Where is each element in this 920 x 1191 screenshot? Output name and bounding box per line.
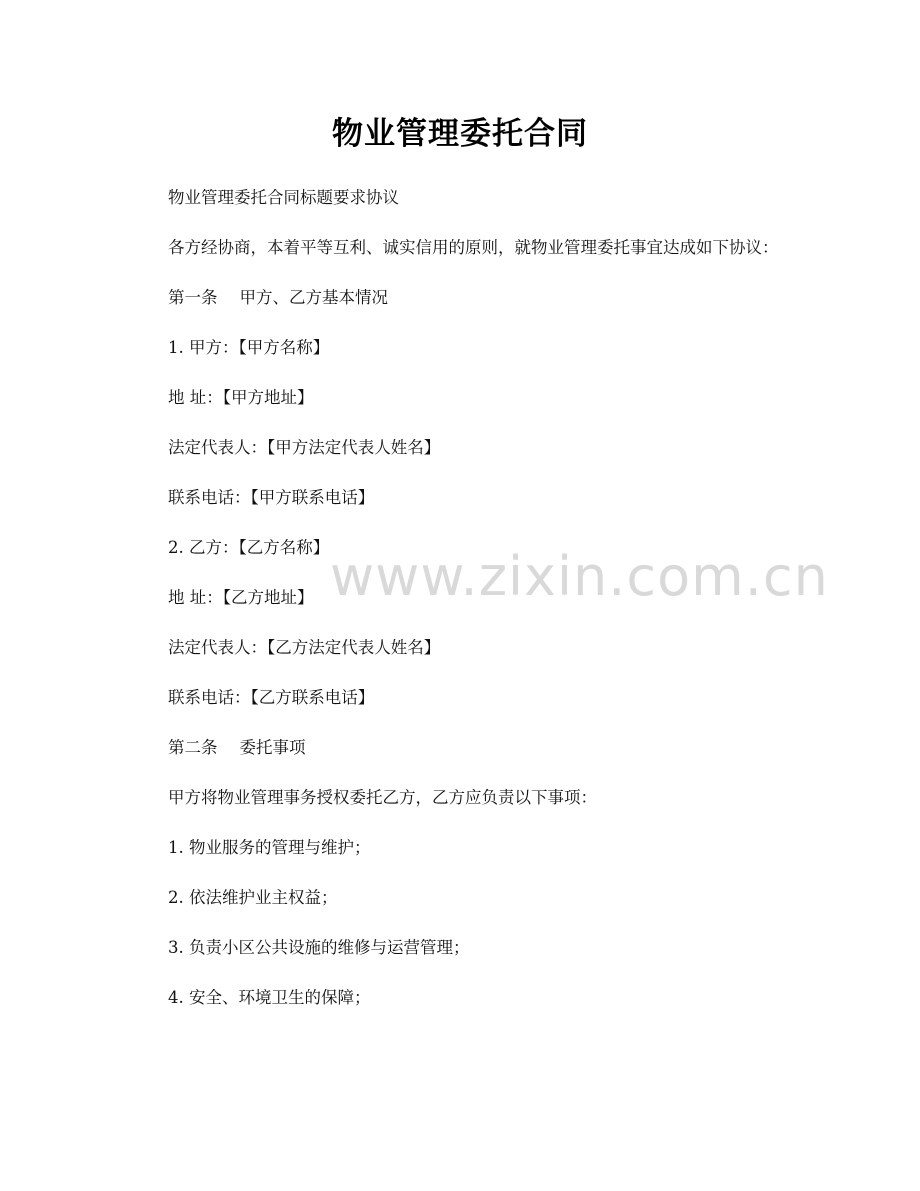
article-2-heading-line — [137, 736, 787, 760]
party-b-legal-rep: 法定代表人：【乙方法定代表人姓名】 — [168, 638, 441, 657]
paragraph-intro: 各方经协商，本着平等互利、诚实信用的原则，就物业管理委托事宜达成如下协议： — [168, 238, 779, 257]
party-b-address: 地 址：【乙方地址】 — [168, 588, 314, 607]
party-a-phone: 联系电话：【甲方联系电话】 — [168, 488, 375, 507]
party-a-address: 地 址：【甲方地址】 — [168, 388, 314, 407]
list-item-2: 2. 依法维护业主权益； — [168, 888, 338, 907]
article-2-number: 第二条 — [168, 738, 218, 757]
article-1-number: 第一条 — [168, 288, 218, 307]
party-a-legal-rep: 法定代表人：【甲方法定代表人姓名】 — [168, 438, 441, 457]
list-item-1: 1. 物业服务的管理与维护； — [168, 838, 371, 857]
article-1-heading: 甲方、乙方基本情况 — [239, 288, 388, 307]
article-2-intro: 甲方将物业管理事务授权委托乙方，乙方应负责以下事项： — [168, 788, 597, 807]
party-b-name: 2. 乙方：【乙方名称】 — [168, 538, 330, 557]
list-item-4: 4. 安全、环境卫生的保障； — [168, 988, 371, 1007]
document-title: 物业管理委托合同 — [332, 116, 588, 152]
article-2-heading: 委托事项 — [239, 738, 306, 757]
document-body — [137, 186, 787, 1036]
paragraph-subtitle: 物业管理委托合同标题要求协议 — [168, 188, 399, 207]
party-a-name: 1. 甲方：【甲方名称】 — [168, 338, 330, 357]
list-item-3: 3. 负责小区公共设施的维修与运营管理； — [168, 938, 470, 957]
party-b-phone: 联系电话：【乙方联系电话】 — [168, 688, 375, 707]
article-1-heading-line — [137, 286, 787, 310]
watermark-text: www.zixin.com.cn — [330, 545, 829, 608]
